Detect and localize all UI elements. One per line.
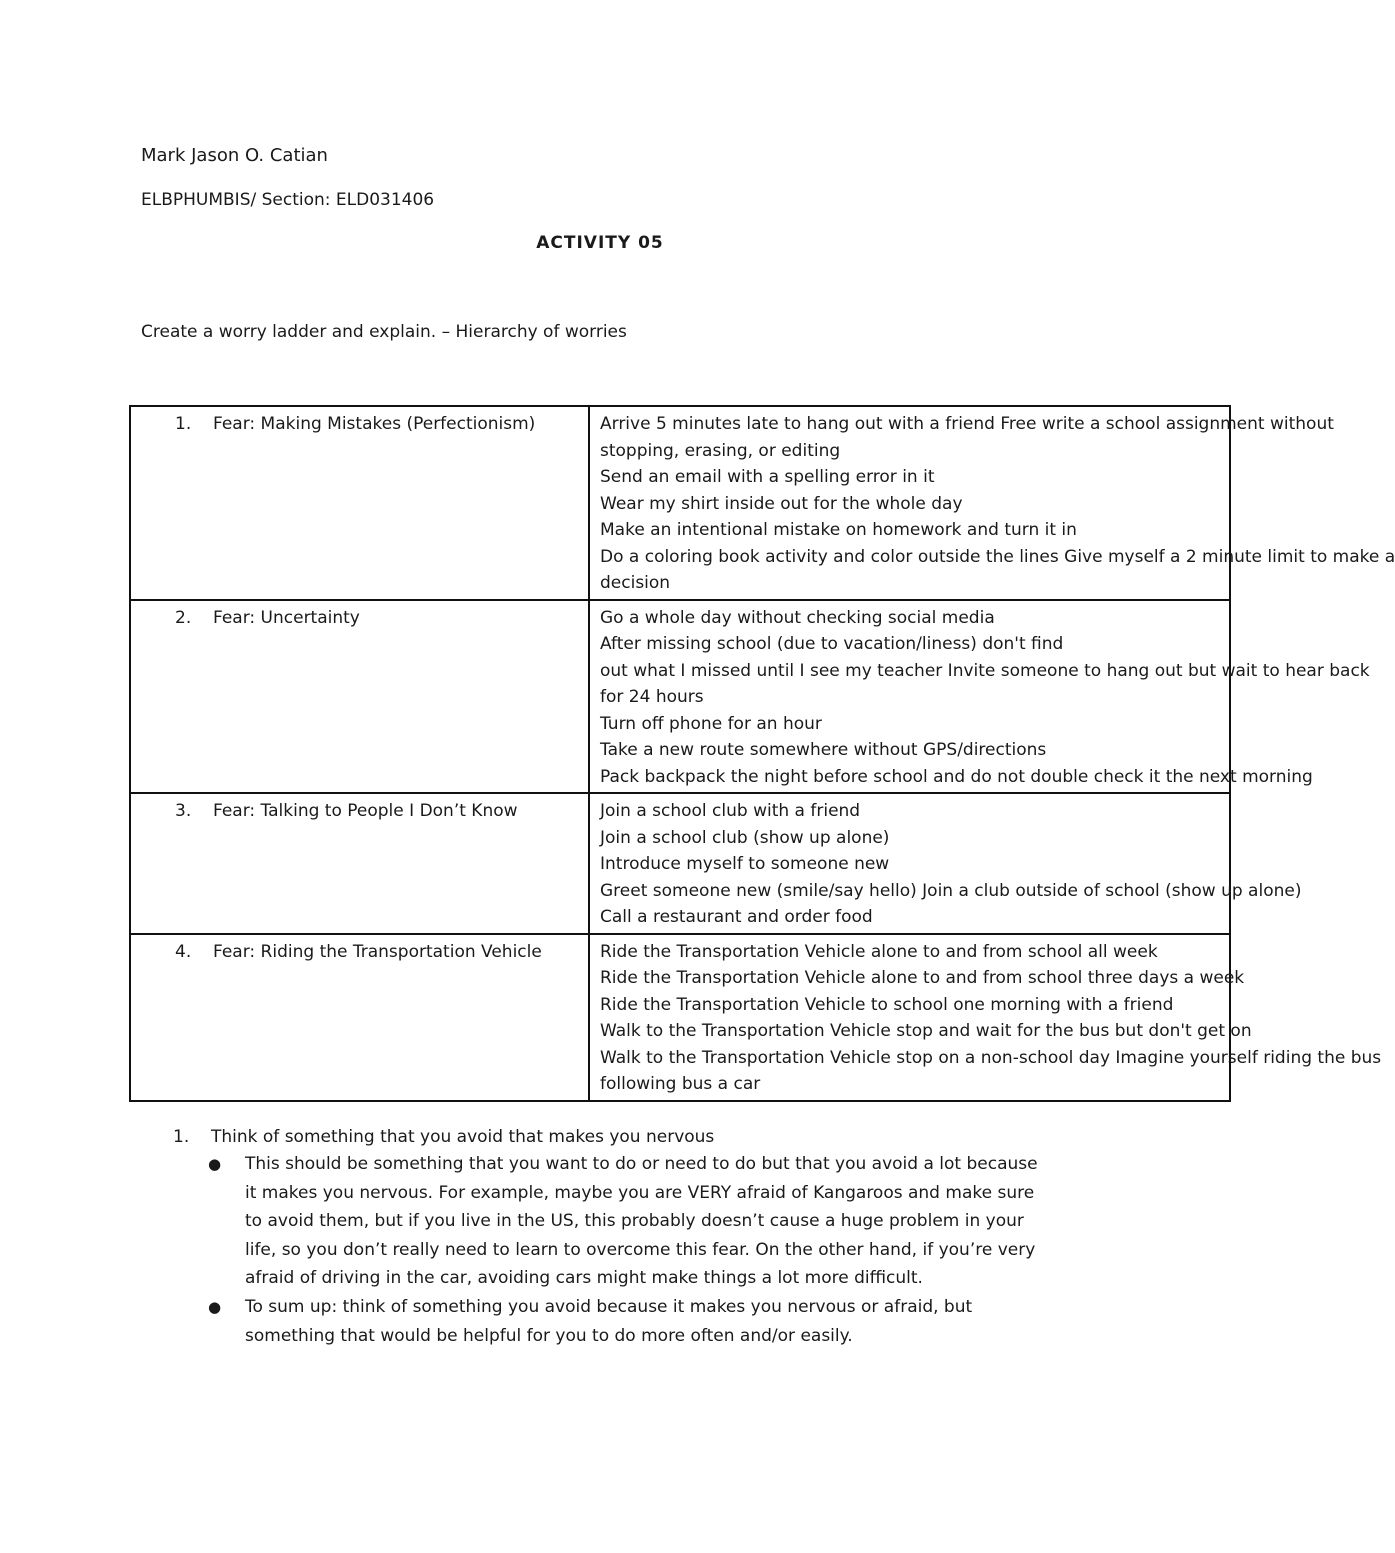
list-item: Pack backpack the night before school and do not double check it the next morning xyxy=(600,766,1313,787)
list-item: Arrive 5 minutes late to hang out with a friend Free write a school assignment without xyxy=(600,414,1334,434)
table-row xyxy=(130,934,1230,1101)
bullet-icon: ● xyxy=(208,1297,222,1316)
list-item: Join a school club with a friend xyxy=(600,801,861,821)
instruction-step xyxy=(173,1124,1073,1150)
table-row xyxy=(130,793,1230,934)
list-item: Introduce myself to someone new xyxy=(600,854,890,874)
activity-list xyxy=(590,794,1302,933)
fear-number: 1. xyxy=(175,414,192,434)
list-item: Join a school club (show up alone) xyxy=(600,827,890,848)
fear-label: Fear: Making Mistakes (Perfectionism) xyxy=(213,414,536,434)
list-item: Ride the Transportation Vehicle alone to and from school all week xyxy=(600,941,1158,962)
fear-number: 2. xyxy=(175,607,192,628)
step-number: 1. xyxy=(173,1127,190,1147)
fear-label: Fear: Uncertainty xyxy=(213,607,360,628)
list-item: Walk to the Transportation Vehicle stop and wait for the bus but don't get on xyxy=(600,1021,1252,1041)
list-item: Greet someone new (smile/say hello) Join a club outside of school (show up alone) xyxy=(600,880,1302,901)
bullet-text: This should be something that you want to do or need to do but that you avoid a lot because it makes you nervous. For example, maybe you are VERY afraid of Kangaroos and make sure to avoid them, but if you live in the US, this probably doesn’t cause a huge problem in your life, so you don’t really need to learn to overcome this fear. On the other hand, if you’re very afraid of driving in the car, avoiding cars might make things a lot more difficult. xyxy=(245,1154,1038,1289)
list-item: stopping, erasing, or editing xyxy=(600,440,841,461)
list-item xyxy=(208,1293,1045,1350)
fear-label: Fear: Riding the Transportation Vehicle xyxy=(213,941,542,962)
list-item: out what I missed until I see my teacher Invite someone to hang out but wait to hear back xyxy=(600,660,1370,681)
list-item: decision xyxy=(600,573,671,593)
activity-instruction: Create a worry ladder and explain. – Hierarchy of worries xyxy=(141,322,627,342)
fear-number: 4. xyxy=(175,941,192,962)
list-item: Ride the Transportation Vehicle alone to and from school three days a week xyxy=(600,968,1245,988)
activities-cell xyxy=(589,934,1382,1101)
bullet-text: To sum up: think of something you avoid because it makes you nervous or afraid, but something that would be helpful for you to do more often and/or easily. xyxy=(245,1296,973,1346)
list-item: Go a whole day without checking social media xyxy=(600,607,995,628)
instruction-bullets xyxy=(173,1150,1045,1350)
list-item: Take a new route somewhere without GPS/directions xyxy=(600,740,1047,760)
activity-title: ACTIVITY 05 xyxy=(536,233,664,253)
activities-cell xyxy=(589,406,1395,600)
course-section: ELBPHUMBIS/ Section: ELD031406 xyxy=(141,190,435,210)
student-name: Mark Jason O. Catian xyxy=(141,145,328,166)
fear-cell xyxy=(130,406,589,600)
instructions-section xyxy=(173,1124,1073,1350)
table-row xyxy=(130,406,1230,600)
fear-label: Fear: Talking to People I Don’t Know xyxy=(213,801,518,821)
activity-list xyxy=(590,407,1395,599)
list-item: Call a restaurant and order food xyxy=(600,907,873,927)
step-text: Think of something that you avoid that makes you nervous xyxy=(211,1127,715,1147)
fear-cell xyxy=(130,600,589,794)
activity-list xyxy=(590,935,1382,1100)
list-item: Turn off phone for an hour xyxy=(600,713,822,734)
list-item: Wear my shirt inside out for the whole day xyxy=(600,493,963,514)
list-item: for 24 hours xyxy=(600,687,704,707)
fear-cell xyxy=(130,793,589,934)
list-item: Make an intentional mistake on homework and turn it in xyxy=(600,520,1077,540)
activities-cell xyxy=(589,600,1370,794)
list-item: following bus a car xyxy=(600,1074,761,1094)
list-item: Do a coloring book activity and color outside the lines Give myself a 2 minute limit to make a xyxy=(600,546,1395,567)
activities-cell xyxy=(589,793,1302,934)
list-item: Ride the Transportation Vehicle to school one morning with a friend xyxy=(600,994,1174,1015)
list-item: After missing school (due to vacation/liness) don't find xyxy=(600,634,1064,654)
list-item: Send an email with a spelling error in it xyxy=(600,467,935,487)
list-item: Walk to the Transportation Vehicle stop on a non-school day Imagine yourself riding the bus xyxy=(600,1047,1382,1068)
list-item xyxy=(208,1150,1045,1293)
bullet-icon: ● xyxy=(208,1155,222,1173)
activity-list xyxy=(590,601,1370,793)
worry-ladder-table xyxy=(129,405,1395,1102)
fear-cell xyxy=(130,934,589,1101)
table-row xyxy=(130,600,1230,794)
fear-number: 3. xyxy=(175,801,192,821)
